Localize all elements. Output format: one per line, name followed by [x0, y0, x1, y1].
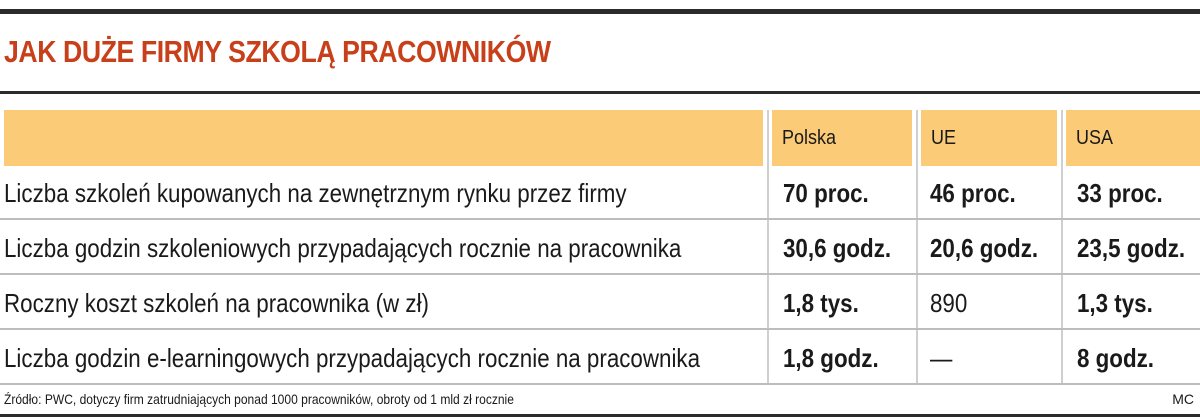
bottom-rule — [0, 414, 1200, 417]
row-divider — [0, 383, 1200, 385]
cell-ue: 20,6 godz. — [930, 233, 1039, 263]
cell-ue: — — [930, 343, 953, 373]
cell-polska: 70 proc. — [783, 178, 869, 208]
row-label: Liczba szkoleń kupowanych na zewnętrznym rynku przez firmy — [4, 178, 627, 208]
cell-usa: 33 proc. — [1077, 178, 1163, 208]
cell-usa: 1,3 tys. — [1077, 288, 1153, 318]
column-header-label: UE — [931, 127, 957, 149]
cell-polska: 30,6 godz. — [783, 233, 892, 263]
column-header-label: Polska — [782, 127, 837, 149]
column-header-usa — [1066, 110, 1200, 166]
author-credit: MC — [1172, 391, 1194, 407]
cell-polska: 1,8 tys. — [783, 288, 859, 318]
cell-polska: 1,8 godz. — [783, 343, 879, 373]
row-divider — [0, 273, 1200, 275]
row-divider — [0, 328, 1200, 330]
source-note: Źródło: PWC, dotyczy firm zatrudniających ponad 1000 pracowników, obroty od 1 mld zł rocznie — [4, 391, 514, 407]
cell-ue: 46 proc. — [930, 178, 1016, 208]
column-header-label: USA — [1076, 127, 1114, 149]
top-rule — [0, 9, 1200, 14]
table-row — [0, 331, 1200, 385]
column-header-ue — [921, 110, 1057, 166]
table-row — [0, 221, 1200, 275]
title-rule — [0, 91, 1200, 94]
cell-usa: 8 godz. — [1077, 343, 1155, 373]
row-label: Liczba godzin szkoleniowych przypadających rocznie na pracownika — [4, 233, 682, 263]
cell-ue: 890 — [930, 288, 968, 318]
cell-usa: 23,5 godz. — [1077, 233, 1186, 263]
row-label: Roczny koszt szkoleń na pracownika (w zł) — [4, 288, 430, 318]
header-label-cell — [4, 110, 763, 166]
row-divider — [0, 218, 1200, 220]
table-row — [0, 276, 1200, 330]
page-title: JAK DUŻE FIRMY SZKOLĄ PRACOWNIKÓW — [4, 34, 551, 69]
column-header-polska — [772, 110, 912, 166]
row-label: Liczba godzin e-learningowych przypadających rocznie na pracownika — [4, 343, 701, 373]
table-row — [0, 166, 1200, 220]
